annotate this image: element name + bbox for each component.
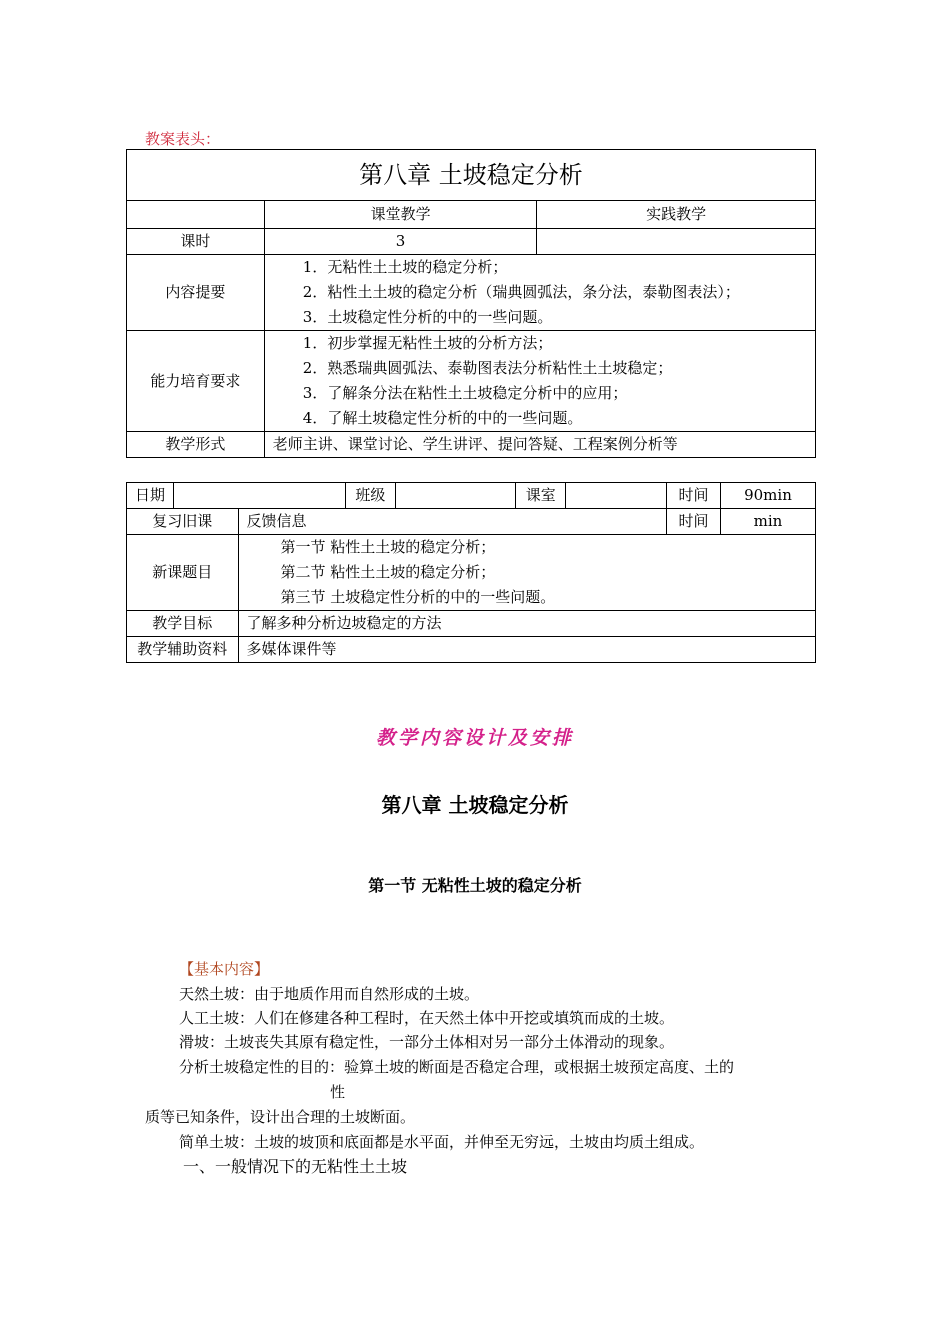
ability-label: 能力培育要求 xyxy=(127,331,265,432)
form-label: 教学形式 xyxy=(127,432,265,458)
list-item: 3．土坡稳定性分析的中的一些问题。 xyxy=(302,308,553,326)
list-item: 1．初步掌握无粘性土坡的分析方法； xyxy=(302,334,553,352)
form-value: 老师主讲、课堂讨论、学生讲评、提问答疑、工程案例分析等 xyxy=(264,432,815,458)
section1-heading: 第一节 无粘性土坡的稳定分析 xyxy=(368,876,582,895)
paragraph: 分析土坡稳定性的目的：验算土坡的断面是否稳定合理，或根据土坡预定高度、土的 xyxy=(179,1058,735,1076)
hours-value: 3 xyxy=(264,229,537,255)
room-value xyxy=(566,483,667,509)
class-value xyxy=(396,483,516,509)
new-lesson-items xyxy=(238,535,815,611)
aids-label: 教学辅助资料 xyxy=(127,637,239,663)
paragraph: 性 xyxy=(330,1083,346,1101)
date-value xyxy=(173,483,345,509)
paragraph: 人工土坡：人们在修建各种工程时，在天然土体中开挖或填筑而成的土坡。 xyxy=(179,1009,675,1027)
new-lesson-label: 新课题目 xyxy=(127,535,239,611)
time2-value: min xyxy=(720,509,815,535)
review-value: 反馈信息 xyxy=(238,509,666,535)
paragraph: 滑坡：土坡丧失其原有稳定性，一部分土体相对另一部分土体滑动的现象。 xyxy=(179,1033,675,1051)
goal-label: 教学目标 xyxy=(127,611,239,637)
paragraph: 天然土坡：由于地质作用而自然形成的土坡。 xyxy=(179,985,480,1003)
time-value: 90min xyxy=(720,483,815,509)
empty-cell xyxy=(537,229,816,255)
goal-value: 了解多种分析边坡稳定的方法 xyxy=(238,611,815,637)
col-classroom: 课堂教学 xyxy=(264,201,537,229)
room-label: 课室 xyxy=(516,483,566,509)
date-label: 日期 xyxy=(127,483,174,509)
list-item: 1．无粘性土土坡的稳定分析； xyxy=(302,258,508,276)
list-item: 2．熟悉瑞典圆弧法、泰勒图表法分析粘性土土坡稳定； xyxy=(302,359,673,377)
lesson-plan-header-table xyxy=(126,149,816,458)
content-label: 内容提要 xyxy=(127,255,265,331)
list-item: 第三节 土坡稳定性分析的中的一些问题。 xyxy=(280,588,556,606)
list-item: 2．粘性土土坡的稳定分析（瑞典圆弧法，条分法，泰勒图表法）； xyxy=(302,283,740,301)
hours-label: 课时 xyxy=(127,229,265,255)
list-item: 4．了解土坡稳定性分析的中的一些问题。 xyxy=(302,409,583,427)
ability-items xyxy=(264,331,815,432)
col-practice: 实践教学 xyxy=(537,201,816,229)
paragraph: 质等已知条件，设计出合理的土坡断面。 xyxy=(145,1108,416,1126)
empty-cell xyxy=(127,201,265,229)
content-items xyxy=(264,255,815,331)
list-item: 第一节 粘性土土坡的稳定分析； xyxy=(280,538,496,556)
section-heading: 教学内容设计及安排 xyxy=(375,727,574,749)
chapter-title: 第八章 土坡稳定分析 xyxy=(127,150,816,201)
list-item: 3．了解条分法在粘性土土坡稳定分析中的应用； xyxy=(302,384,628,402)
aids-value: 多媒体课件等 xyxy=(238,637,815,663)
class-label: 班级 xyxy=(345,483,395,509)
time2-label: 时间 xyxy=(666,509,720,535)
paragraph: 简单土坡：土坡的坡顶和底面都是水平面，并伸至无穷远，土坡由均质土组成。 xyxy=(179,1133,705,1151)
subsection-heading: 一、一般情况下的无粘性土土坡 xyxy=(183,1157,408,1176)
list-item: 第二节 粘性土土坡的稳定分析； xyxy=(280,563,496,581)
header-label: 教案表头： xyxy=(145,130,221,148)
chapter-heading: 第八章 土坡稳定分析 xyxy=(381,793,569,817)
basic-content-label: 【基本内容】 xyxy=(179,960,270,978)
time-label: 时间 xyxy=(666,483,720,509)
session-table xyxy=(126,482,816,663)
review-label: 复习旧课 xyxy=(127,509,239,535)
